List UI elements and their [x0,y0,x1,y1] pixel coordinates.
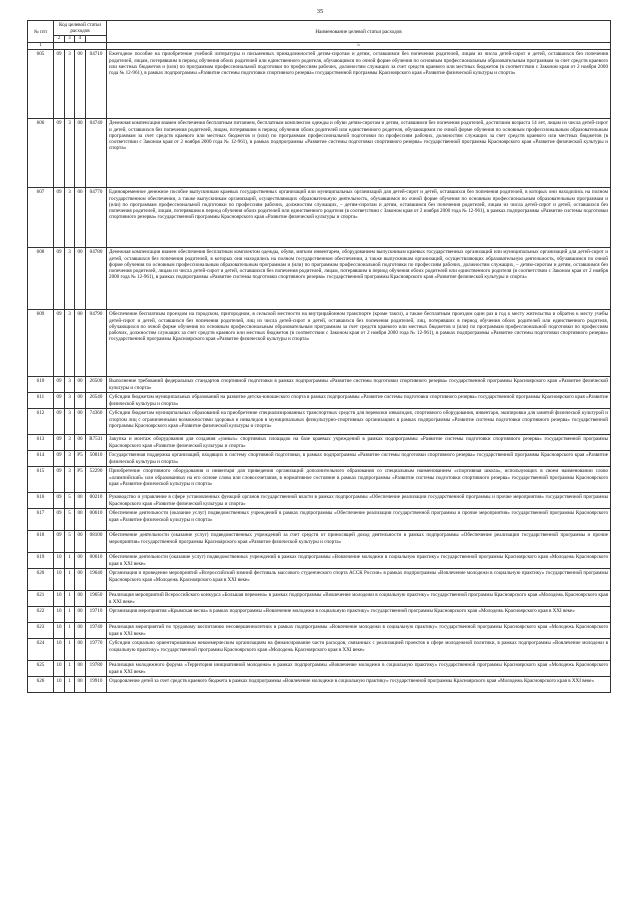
header-index-blank [86,36,107,43]
code-part-program: 09 [54,377,65,393]
table-row [28,639,611,661]
code-part-direction: 00 [75,509,86,531]
code-part-expense: 19770 [86,639,107,661]
header-index-5: 5 [107,43,611,50]
code-part-direction: 00 [75,493,86,509]
row-number: 615 [28,467,54,493]
code-part-program: 09 [54,188,65,248]
code-part-subprogram: 3 [65,377,75,393]
table-row [28,623,611,639]
row-number: 625 [28,661,54,677]
row-description: Обеспечение деятельности (оказание услуг) подведомственных учреждений в рамках подпрограммы «Вовлечение молодежи в социальную практику» государственной программы Красноярского края «Молодежь Красноярского края в XXI веке» [107,553,611,569]
code-part-direction: 00 [75,569,86,591]
row-description: Организация и проведение мероприятий «Всероссийский зимний фестиваль массового студенческого спорта АССК России» в рамках подпрограммы «Вовлечение молодежи в социальную практику» государственной программы Красноярского края «Молодежь Красноярского края в XXI веке» [107,569,611,591]
code-part-expense: 19910 [86,677,107,693]
code-part-subprogram: 5 [65,509,75,531]
table-row [28,435,611,451]
code-part-expense: 04770 [86,188,107,248]
code-part-program: 10 [54,553,65,569]
row-number: 620 [28,569,54,591]
row-description: Субсидии социально ориентированным некоммерческим организациям на финансирование части расходов, связанных с реализацией проектов в сфере молодежной политики, в рамках подпрограммы «Вовлечение молодежи в социальную практику» государственной программы Красноярского края «Молодежь Красноярского края в XXI веке» [107,639,611,661]
code-part-subprogram: 1 [65,591,75,607]
code-part-subprogram: 5 [65,531,75,553]
table-row [28,248,611,310]
code-part-subprogram: 3 [65,393,75,409]
code-part-expense: 50810 [86,451,107,467]
code-part-direction: 00 [75,119,86,188]
code-part-direction: 00 [75,409,86,435]
row-description: Выполнение требований федеральных стандартов спортивной подготовки в рамках подпрограммы «Развитие системы подготовки спортивного резерва» государственной программы Красноярского края «Развитие физической культуры и спорта» [107,377,611,393]
code-part-subprogram: 3 [65,50,75,119]
code-part-direction: 00 [75,50,86,119]
code-part-expense: 08100 [86,531,107,553]
table-row [28,591,611,607]
code-part-program: 09 [54,451,65,467]
table-row [28,607,611,623]
row-number: 606 [28,119,54,188]
row-number: 611 [28,393,54,409]
code-part-program: 09 [54,409,65,435]
code-part-subprogram: 1 [65,623,75,639]
table-row [28,451,611,467]
code-part-expense: 19650 [86,591,107,607]
table-row [28,409,611,435]
code-part-direction: 00 [75,639,86,661]
row-description: Единовременное денежное пособие выпускникам краевых государственных организаций или муниципальных организаций для детей-сирот и детей, оставшихся без попечения родителей, в которых они находились на полном государственном обеспечении, а также выпускникам организаций, осуществляющих образовательную деятельность, обучавшимся по очной форме обучения по основным профессиональным образовательным программам и (или) по программам профессиональной подготовки по профессиям рабочих, должностям служащих, – детям-сиротам и детям, оставшимся без попечения родителей, лицам из числа детей-сирот и детей, оставшихся без попечения родителей, лицам, потерявшим в период обучения обоих родителей или единственного родителя (в соответствии с Законом края от 2 ноября 2000 года № 12-961), в рамках подпрограммы «Развитие системы подготовки спортивного резерва» государственной программы Красноярского края «Развитие физической культуры и спорта» [107,188,611,248]
code-part-subprogram: 3 [65,467,75,493]
code-part-expense: 00610 [86,509,107,531]
code-part-program: 09 [54,467,65,493]
code-part-program: 09 [54,310,65,377]
code-part-expense: 19710 [86,607,107,623]
row-number: 607 [28,188,54,248]
row-description: Организация мероприятия «Крымская весна» в рамках подпрограммы «Вовлечение молодежи в социальную практику» государственной программы Красноярского края «Молодежь Красноярского края в XXI веке» [107,607,611,623]
header-index-4: 4 [75,36,86,43]
code-part-expense: 04740 [86,119,107,188]
code-part-direction: 00 [75,553,86,569]
code-part-direction: 00 [75,248,86,310]
code-part-subprogram: 3 [65,248,75,310]
row-number: 624 [28,639,54,661]
row-description: Руководство и управление в сфере установленных функций органов государственной власти в рамках подпрограммы «Обеспечение реализации государственной программы и прочие мероприятия» государственной программы Красноярского края «Развитие физической культуры и спорта» [107,493,611,509]
code-part-subprogram: 3 [65,451,75,467]
row-description: Приобретение спортивного оборудования и инвентаря для приведения организаций дополнительного образования со специальным наименованием «спортивная школа», использующих в своем наименовании слово «олимпийский» или образованных на его основе слова или словосочетания, в нормативное состояние в рамках подпрограммы «Развитие системы подготовки спортивного резерва» государственной программы Красноярского края «Развитие физической культуры и спорта» [107,467,611,493]
code-part-subprogram: 1 [65,677,75,693]
row-number: 605 [28,50,54,119]
table-row [28,119,611,188]
code-part-direction: 00 [75,435,86,451]
code-part-direction: 00 [75,591,86,607]
code-part-expense: 19780 [86,661,107,677]
row-number: 616 [28,493,54,509]
code-part-direction: P5 [75,467,86,493]
row-number: 626 [28,677,54,693]
code-part-subprogram: 1 [65,553,75,569]
code-part-program: 09 [54,509,65,531]
row-description: Обеспечение бесплатным проездом на городском, пригородном, в сельской местности на внутрирайонном транспорте (кроме такси), а также бесплатным проездом один раз в год к месту жительства и обратно к месту учебы детей-сирот и детей, оставшихся без попечения родителей, лиц из числа детей-сирот и детей, оставшихся без попечения родителей, лиц, потерявших в период обучения обоих родителей или единственного родителя, обучающихся по очной форме обучения по основным профессиональным образовательным программам за счет средств краевого или местных бюджетов и (или) по программам профессиональной подготовки по профессиям рабочих, должностям служащих за счет средств краевого или местных бюджетов (в соответствии с Законом края от 2 ноября 2000 года № 12-961), в рамках подпрограммы «Развитие системы подготовки спортивного резерва» государственной программы Красноярского края «Развитие физической культуры и спорта» [107,310,611,377]
table-row [28,661,611,677]
code-part-direction: 00 [75,531,86,553]
code-part-expense: 04710 [86,50,107,119]
code-part-program: 09 [54,248,65,310]
code-part-program: 09 [54,435,65,451]
code-part-program: 10 [54,623,65,639]
code-part-expense: 74360 [86,409,107,435]
table-body [28,50,611,693]
table-row [28,50,611,119]
code-part-direction: 00 [75,661,86,677]
code-part-subprogram: 3 [65,310,75,377]
table-row [28,509,611,531]
header-number: № п/п [28,21,54,43]
code-part-direction: 00 [75,607,86,623]
code-part-subprogram: 1 [65,639,75,661]
code-part-direction: 00 [75,677,86,693]
table-row [28,553,611,569]
table-row [28,310,611,377]
row-description: Субсидии бюджетам муниципальных образований на приобретение специализированных транспортных средств для перевозки инвалидов, спортивного оборудования, инвентаря, экипировки для занятий физической культурой и спортом лиц с ограниченными возможностями здоровья и инвалидов в муниципальных физкультурно-спортивных организациях в рамках подпрограммы «Развитие системы подготовки спортивного резерва» государственной программы Красноярского края «Развитие физической культуры и спорта» [107,409,611,435]
code-part-expense: 19740 [86,623,107,639]
row-description: Денежная компенсация взамен обеспечения бесплатным питанием, бесплатным комплектом одежды и обуви детям-сиротам и детям, оставшимся без попечения родителей, достигшим возраста 14 лет, лицам из числа детей-сирот и детей, оставшихся без попечения родителей, лицам, потерявшим в период обучения обоих родителей или единственного родителя, обучающимся по очной форме обучения по основным профессиональным образовательным программам за счет средств краевого или местных бюджетов и (или) по программам профессиональной подготовки по профессиям рабочих, должностям служащих за счет средств краевого или местных бюджетов (в соответствии с Законом края от 2 ноября 2000 года № 12-961), в рамках подпрограммы «Развитие системы подготовки спортивного резерва» государственной программы Красноярского края «Развитие физической культуры и спорта» [107,119,611,188]
code-part-subprogram: 1 [65,569,75,591]
row-description: Реализация молодежного форума «Территория инициативной молодежи» в рамках подпрограммы «Вовлечение молодежи в социальную практику» государственной программы Красноярского края «Молодежь Красноярского края в XXI веке» [107,661,611,677]
code-part-expense: 19640 [86,569,107,591]
code-part-program: 09 [54,119,65,188]
row-number: 613 [28,435,54,451]
code-part-subprogram: 3 [65,409,75,435]
header-index-code [54,43,107,50]
row-number: 609 [28,310,54,377]
row-number: 618 [28,531,54,553]
code-part-direction: 00 [75,188,86,248]
table-row [28,569,611,591]
table-row [28,531,611,553]
table-row [28,377,611,393]
code-part-program: 09 [54,393,65,409]
target-articles-table [27,20,611,693]
code-part-expense: 00210 [86,493,107,509]
table-row [28,677,611,693]
row-number: 619 [28,553,54,569]
code-part-expense: 00610 [86,553,107,569]
code-part-program: 10 [54,677,65,693]
row-description: Денежная компенсация взамен обеспечения бесплатным комплектом одежды, обуви, мягким инвентарем, оборудованием выпускникам краевых государственных организаций или муниципальных организаций для детей-сирот и детей, оставшихся без попечения родителей, в которых они находились на полном государственном обеспечении, а также выпускникам организаций, осуществляющих образовательную деятельность, обучавшимся по очной форме обучения по основным профессиональным образовательным программам и (или) по программам профессиональной подготовки по профессиям рабочих, должностям служащих, – детям-сиротам и детям, оставшимся без попечения родителей, лицам из числа детей-сирот и детей, оставшихся без попечения родителей, лицам, потерявшим в период обучения обоих родителей или единственного родителя (в соответствии с Законом края от 2 ноября 2000 года № 12-961), в рамках подпрограммы «Развитие системы подготовки спортивного резерва» государственной программы Красноярского края «Развитие физической культуры и спорта» [107,248,611,310]
row-description: Реализация мероприятий Всероссийского конкурса «Большая перемена» в рамках подпрограммы «Вовлечение молодежи в социальную практику» государственной программы Красноярского края «Молодежь Красноярского края в XXI веке» [107,591,611,607]
code-part-subprogram: 3 [65,188,75,248]
row-description: Обеспечение деятельности (оказание услуг) подведомственных учреждений за счет средств от приносящей доход деятельности в рамках подпрограммы «Обеспечение реализации государственной программы и прочие мероприятия» государственной программы Красноярского края «Развитие физической культуры и спорта» [107,531,611,553]
code-part-direction: 00 [75,310,86,377]
header-index-1: 1 [28,43,54,50]
code-part-expense: 04780 [86,248,107,310]
row-description: Обеспечение деятельности (оказание услуг) подведомственных учреждений в рамках подпрограммы «Обеспечение реализации государственной программы и прочие мероприятия» государственной программы Красноярского края «Развитие физической культуры и спорта» [107,509,611,531]
row-description: Реализация мероприятий по трудовому воспитанию несовершеннолетних в рамках подпрограммы «Вовлечение молодежи в социальную практику» государственной программы Красноярского края «Молодежь Красноярского края в XXI веке» [107,623,611,639]
code-part-program: 09 [54,50,65,119]
header-code: Код целевой статьи расходов [54,21,107,36]
row-number: 608 [28,248,54,310]
page-number: 35 [316,8,324,15]
code-part-program: 10 [54,569,65,591]
row-number: 612 [28,409,54,435]
row-number: 623 [28,623,54,639]
row-number: 622 [28,607,54,623]
code-part-direction: 00 [75,623,86,639]
code-part-expense: 04790 [86,310,107,377]
code-part-direction: 00 [75,377,86,393]
code-part-program: 09 [54,531,65,553]
row-description: Ежегодное пособие на приобретение учебной литературы и письменных принадлежностей детям-сиротам и детям, оставшимся без попечения родителей, лицам из числа детей-сирот и детей, оставшихся без попечения родителей, лицам, потерявшим в период обучения обоих родителей или единственного родителя, обучающимся по очной форме обучения по основным профессиональным образовательным программам за счет средств краевого или местных бюджетов и (или) по программам профессиональной подготовки по профессиям рабочих, должностям служащих за счет средств краевого или местных бюджетов (в соответствии с Законом края от 2 ноября 2000 года № 12-961), в рамках подпрограммы «Развитие системы подготовки спортивного резерва» государственной программы Красноярского края «Развитие физической культуры и спорта» [107,50,611,119]
header-name: Наименование целевой статьи расходов [107,21,611,43]
code-part-expense: 26540 [86,393,107,409]
code-part-expense: 52290 [86,467,107,493]
code-part-subprogram: 3 [65,119,75,188]
row-description: Субсидии бюджетам муниципальных образований на развитие детско-юношеского спорта в рамках подпрограммы «Развитие системы подготовки спортивного резерва» государственной программы Красноярского края «Развитие физической культуры и спорта» [107,393,611,409]
code-part-subprogram: 5 [65,493,75,509]
code-part-subprogram: 1 [65,661,75,677]
row-description: Государственная поддержка организаций, входящих в систему спортивной подготовки, в рамках подпрограммы «Развитие системы подготовки спортивного резерва» государственной программы Красноярского края «Развитие физической культуры и спорта» [107,451,611,467]
row-number: 617 [28,509,54,531]
header-index-3: 3 [65,36,75,43]
code-part-direction: P5 [75,451,86,467]
header-index-2: 2 [54,36,65,43]
code-part-program: 10 [54,591,65,607]
row-number: 610 [28,377,54,393]
table-row [28,188,611,248]
row-number: 621 [28,591,54,607]
code-part-subprogram: 3 [65,435,75,451]
row-description: Закупка и монтаж оборудования для создания «умных» спортивных площадок на базе краевых учреждений в рамках подпрограммы «Развитие системы подготовки спортивного резерва» государственной программы Красноярского края «Развитие физической культуры и спорта» [107,435,611,451]
row-description: Оздоровление детей за счет средств краевого бюджета в рамках подпрограммы «Вовлечение молодежи в социальную практику» государственной программы Красноярского края «Молодежь Красноярского края в XXI веке» [107,677,611,693]
code-part-direction: 00 [75,393,86,409]
code-part-program: 10 [54,661,65,677]
row-number: 614 [28,451,54,467]
code-part-program: 10 [54,607,65,623]
code-part-expense: 26500 [86,377,107,393]
code-part-expense: R7531 [86,435,107,451]
code-part-program: 09 [54,493,65,509]
code-part-subprogram: 1 [65,607,75,623]
table-row [28,393,611,409]
table-row [28,493,611,509]
table-row [28,467,611,493]
code-part-program: 10 [54,639,65,661]
